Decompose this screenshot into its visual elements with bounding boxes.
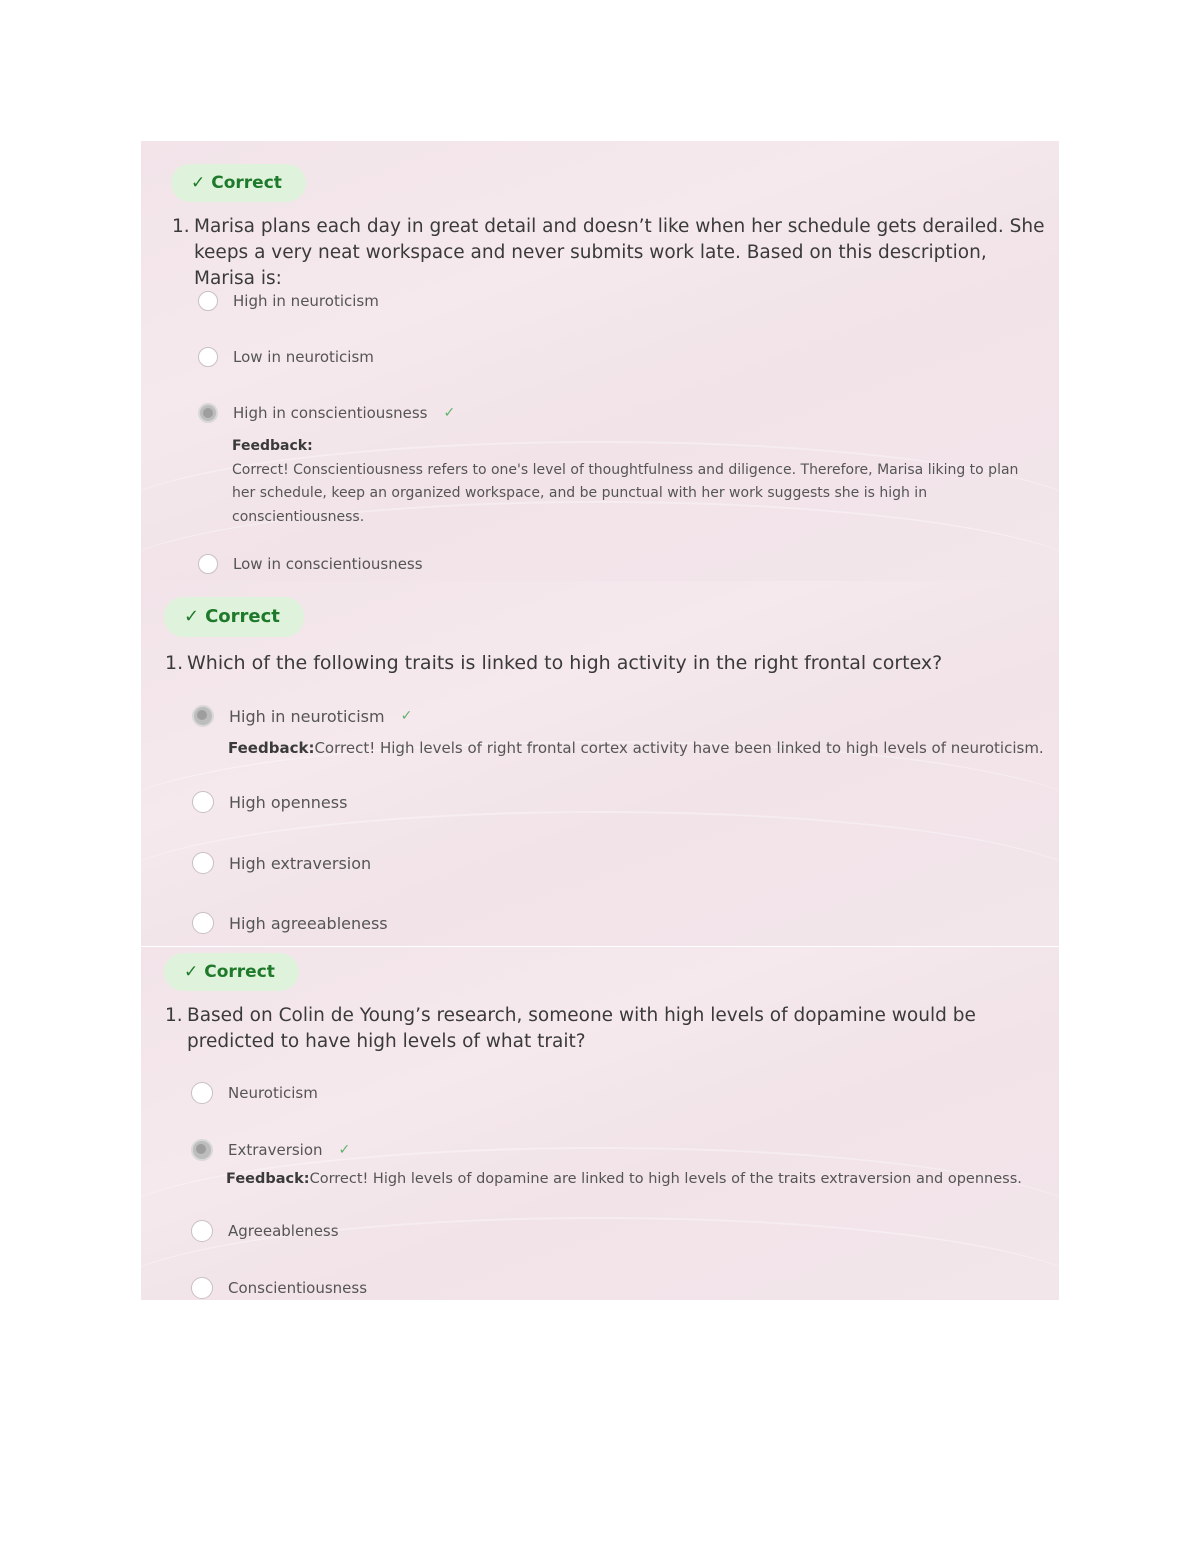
check-icon: ✓: [184, 606, 200, 627]
answer-option-label: High in neuroticism: [229, 706, 385, 726]
question-number: 1.: [165, 652, 184, 674]
question: [172, 214, 1052, 292]
correct-check-icon: ✓: [400, 708, 413, 724]
answer-option-selected[interactable]: [192, 702, 412, 730]
quiz-result-panel-1: [141, 141, 1059, 581]
answer-option[interactable]: [191, 1217, 339, 1245]
answer-option-selected[interactable]: [198, 399, 455, 427]
feedback-text: Correct! High levels of right frontal cortex activity have been linked to high levels of neuroticism.: [314, 739, 1044, 757]
feedback: [228, 739, 1044, 757]
answer-option-label: High in conscientiousness: [233, 404, 428, 422]
answer-option[interactable]: [198, 550, 423, 578]
answer-option-label: High agreeableness: [229, 913, 388, 933]
answer-option-label: Extraversion: [228, 1141, 323, 1159]
radio-button[interactable]: [191, 1220, 213, 1242]
question: [165, 1003, 1045, 1055]
question-number: 1.: [165, 1005, 183, 1026]
radio-button-selected[interactable]: [192, 705, 214, 727]
feedback-text: Correct! Conscientiousness refers to one's level of thoughtfulness and diligence. Therefore, Marisa liking to plan her schedule, keep an organized workspace, and be punctual with her work suggests she is high in conscientiousness.: [232, 461, 1019, 525]
feedback-text: Correct! High levels of dopamine are linked to high levels of the traits extraversion and openness.: [309, 1171, 1022, 1187]
answer-option[interactable]: [192, 909, 388, 937]
correct-badge-label: Correct: [211, 173, 282, 193]
correct-check-icon: ✓: [338, 1142, 351, 1158]
answer-option-label: High in neuroticism: [233, 292, 379, 310]
quiz-result-panel-2: [141, 581, 1059, 946]
answer-option[interactable]: [198, 343, 374, 371]
answer-option-label: Conscientiousness: [228, 1279, 368, 1297]
answer-option-selected[interactable]: [191, 1136, 350, 1164]
answer-option[interactable]: [198, 287, 379, 315]
question-number: 1.: [172, 216, 190, 237]
answer-option[interactable]: [192, 788, 347, 816]
correct-check-icon: ✓: [443, 405, 456, 421]
answer-option[interactable]: [191, 1274, 367, 1300]
question-text: Marisa plans each day in great detail and doesn’t like when her schedule gets derailed. She keeps a very neat workspace and never submits work late. Based on this description, Marisa is:: [194, 216, 1045, 289]
radio-button[interactable]: [192, 912, 214, 934]
check-icon: ✓: [191, 173, 206, 193]
correct-badge: [164, 953, 299, 991]
radio-button[interactable]: [191, 1277, 213, 1299]
correct-badge-label: Correct: [204, 962, 275, 982]
feedback-title: Feedback:: [226, 1171, 310, 1187]
answer-option-label: High openness: [229, 792, 348, 812]
radio-button[interactable]: [192, 852, 214, 874]
background-wave: [141, 741, 1059, 903]
answer-option-label: Agreeableness: [228, 1222, 339, 1240]
radio-button[interactable]: [192, 791, 214, 813]
correct-badge: [164, 597, 304, 637]
answer-option[interactable]: [191, 1079, 318, 1107]
radio-button-selected[interactable]: [198, 403, 218, 423]
feedback: [226, 1171, 1022, 1187]
question-text: Which of the following traits is linked to high activity in the right frontal cortex?: [187, 652, 943, 674]
question-text: Based on Colin de Young’s research, someone with high levels of dopamine would be predicted to have high levels of what trait?: [187, 1005, 976, 1052]
radio-button[interactable]: [191, 1082, 213, 1104]
answer-option-label: Low in neuroticism: [233, 348, 374, 366]
radio-button[interactable]: [198, 347, 218, 367]
check-icon: ✓: [184, 962, 199, 982]
feedback: [232, 435, 1022, 529]
question: [165, 650, 1045, 676]
feedback-title: Feedback:: [232, 438, 313, 454]
correct-badge-label: Correct: [205, 606, 280, 627]
radio-button-selected[interactable]: [191, 1139, 213, 1161]
answer-option[interactable]: [192, 849, 371, 877]
correct-badge: [171, 164, 306, 202]
answer-option-label: Neuroticism: [228, 1084, 318, 1102]
quiz-result-panel-3: [141, 947, 1059, 1300]
feedback-title: Feedback:: [228, 739, 315, 757]
answer-option-label: High extraversion: [229, 853, 372, 873]
radio-button[interactable]: [198, 554, 218, 574]
radio-button[interactable]: [198, 291, 218, 311]
answer-option-label: Low in conscientiousness: [233, 555, 423, 573]
